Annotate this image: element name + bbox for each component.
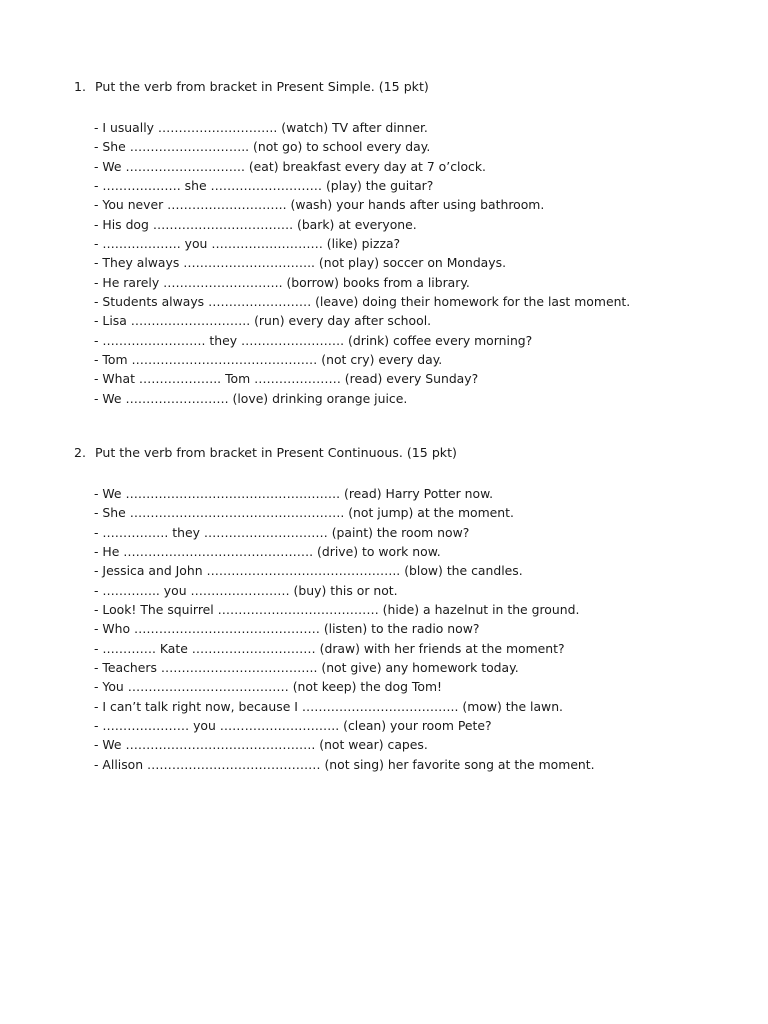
sentence-list: [94, 118, 630, 408]
sentence-item: - ……………………. they ……………………. (drink) coffee every morning?: [94, 332, 533, 348]
sentence-item: - She ……………………….. (not go) to school every day.: [94, 139, 431, 155]
sentence-item: - He ………………………………………. (drive) to work now.: [94, 544, 441, 560]
sentence-item: - ……………. they ………………………… (paint) the room now?: [94, 524, 470, 540]
sentence-item: - Jessica and John ……………………………………….. (blow) the candles.: [94, 563, 523, 579]
exercise-title: Put the verb from bracket in Present Continuous. (15 pkt): [95, 445, 457, 460]
sentence-item: - Tom ……………………………………… (not cry) every day.: [94, 352, 443, 368]
sentence-item: - I usually ……………………….. (watch) TV after dinner.: [94, 120, 428, 135]
sentence-item: - ………………. you ……………………… (like) pizza?: [94, 236, 401, 252]
exercise-present-simple: [74, 79, 714, 406]
sentence-item: - ………….. you …………………… (buy) this or not.: [94, 582, 398, 598]
exercise-heading: [74, 445, 714, 461]
sentence-item: - We ………………………………………. (not wear) capes.: [94, 737, 428, 753]
exercise-number: 1.: [74, 79, 87, 94]
sentence-list: [94, 484, 595, 774]
sentence-item: - She ……………………………………………. (not jump) at the moment.: [94, 505, 514, 521]
sentence-item: - His dog ……………………………. (bark) at everyone.: [94, 216, 417, 232]
sentence-item: - We ……………………………………………. (read) Harry Potter now.: [94, 486, 494, 501]
sentence-item: - ………………. she ……………………… (play) the guitar?: [94, 178, 434, 194]
sentence-item: - We ……………………. (love) drinking orange juice.: [94, 390, 408, 406]
exercise-number: 2.: [74, 445, 87, 460]
sentence-item: - What ……………….. Tom ………………… (read) every Sunday?: [94, 371, 479, 387]
sentence-item: - …………. Kate ………………………… (draw) with her friends at the moment?: [94, 640, 565, 656]
sentence-item: - You never ……………………….. (wash) your hands after using bathroom.: [94, 197, 545, 213]
sentence-item: - You ………………………………… (not keep) the dog Tom!: [94, 679, 443, 695]
sentence-item: - Lisa ……………………….. (run) every day after school.: [94, 313, 432, 329]
sentence-item: - He rarely ……………………….. (borrow) books from a library.: [94, 274, 470, 290]
sentence-item: - Who ……………………………………… (listen) to the radio now?: [94, 621, 480, 637]
exercise-title: Put the verb from bracket in Present Simple. (15 pkt): [95, 79, 429, 94]
sentence-item: - Students always ……………………. (leave) doing their homework for the last moment.: [94, 294, 631, 310]
exercise-heading: [74, 79, 714, 95]
sentence-item: - ………………… you ……………………….. (clean) your room Pete?: [94, 718, 492, 734]
sentence-item: - Allison …………………………………… (not sing) her favorite song at the moment.: [94, 756, 595, 772]
sentence-item: - We ……………………….. (eat) breakfast every day at 7 o’clock.: [94, 158, 486, 174]
sentence-item: - They always ………………………….. (not play) soccer on Mondays.: [94, 255, 507, 271]
sentence-item: - Look! The squirrel ………………………………… (hide) a hazelnut in the ground.: [94, 602, 580, 618]
sentence-item: - I can’t talk right now, because I ……………………………….. (mow) the lawn.: [94, 698, 563, 714]
sentence-item: - Teachers ……………………………….. (not give) any homework today.: [94, 660, 519, 676]
exercise-present-continuous: [74, 445, 714, 772]
